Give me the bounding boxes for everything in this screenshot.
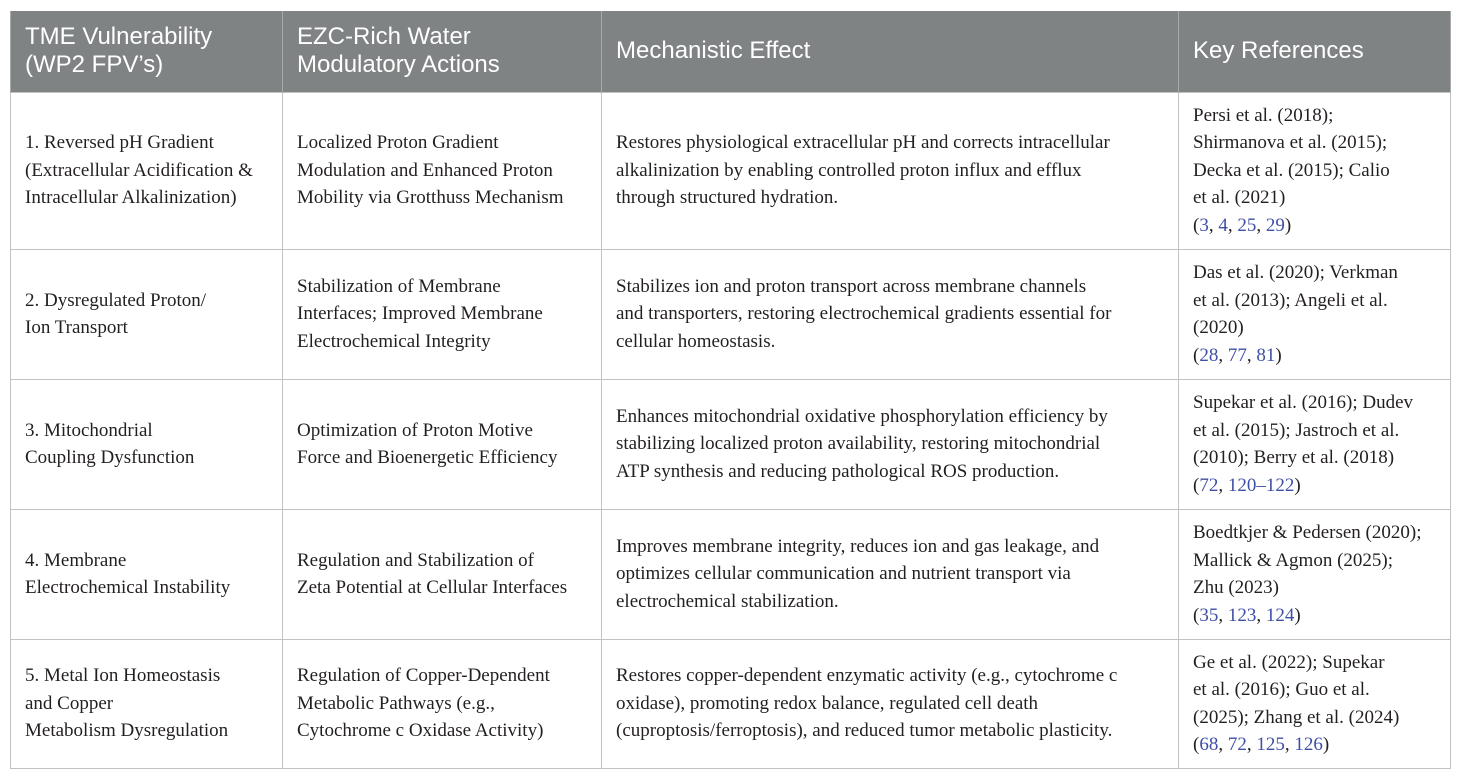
header-row: [11, 11, 1451, 92]
citation-list: (28, 77, 81): [1193, 344, 1282, 366]
citation-link[interactable]: 25: [1237, 214, 1257, 236]
header-vulnerability: TME Vulnerability (WP2 FPV’s): [11, 11, 283, 92]
cell-effect: Restores physiological extracellular pH and corrects intracellular alkalinization by enabling controlled proton influx and efflux through structured hydration.: [602, 92, 1179, 249]
table-row: [11, 249, 1451, 379]
cell-vulnerability: 4. Membrane Electrochemical Instability: [11, 509, 283, 639]
citation-link[interactable]: 120–122: [1227, 474, 1295, 496]
cell-vulnerability: 5. Metal Ion Homeostasis and Copper Metabolism Dysregulation: [11, 639, 283, 768]
citation-link[interactable]: 28: [1199, 344, 1219, 366]
header-modulatory-actions: EZC-Rich Water Modulatory Actions: [283, 11, 602, 92]
cell-vulnerability: 1. Reversed pH Gradient (Extracellular Acidification & Intracellular Alkalinization): [11, 92, 283, 249]
citation-list: (35, 123, 124): [1193, 604, 1301, 626]
citation-list: (72, 120–122): [1193, 474, 1301, 496]
cell-references: Persi et al. (2018); Shirmanova et al. (2015); Decka et al. (2015); Calio et al. (2021) (3, 4, 25, 29): [1179, 92, 1451, 249]
citation-link[interactable]: 124: [1265, 604, 1295, 626]
cell-references: Boedtkjer & Pedersen (2020); Mallick & Agmon (2025); Zhu (2023) (35, 123, 124): [1179, 509, 1451, 639]
citation-link[interactable]: 72: [1199, 474, 1219, 496]
cell-effect: Improves membrane integrity, reduces ion and gas leakage, and optimizes cellular communication and nutrient transport via electrochemical stabilization.: [602, 509, 1179, 639]
citation-link[interactable]: 35: [1199, 604, 1219, 626]
table-row: [11, 639, 1451, 768]
citation-list: (3, 4, 25, 29): [1193, 214, 1292, 236]
cell-references: Ge et al. (2022); Supekar et al. (2016); Guo et al. (2025); Zhang et al. (2024) (68, 72, 125, 126): [1179, 639, 1451, 768]
citation-link[interactable]: 4: [1218, 214, 1228, 236]
citation-link[interactable]: 68: [1199, 734, 1219, 755]
cell-references: Supekar et al. (2016); Dudev et al. (2015); Jastroch et al. (2010); Berry et al. (2018) (72, 120–122): [1179, 379, 1451, 509]
cell-actions: Stabilization of Membrane Interfaces; Improved Membrane Electrochemical Integrity: [283, 249, 602, 379]
citation-link[interactable]: 125: [1256, 734, 1285, 755]
cell-effect: Restores copper-dependent enzymatic activity (e.g., cytochrome c oxidase), promoting redox balance, regulated cell death (cuproptosis/ferroptosis), and reduced tumor metabolic plasticity.: [602, 639, 1179, 768]
cell-vulnerability: 3. Mitochondrial Coupling Dysfunction: [11, 379, 283, 509]
citation-link[interactable]: 123: [1227, 604, 1257, 626]
cell-references: Das et al. (2020); Verkman et al. (2013); Angeli et al. (2020) (28, 77, 81): [1179, 249, 1451, 379]
cell-actions: Regulation and Stabilization of Zeta Potential at Cellular Interfaces: [283, 509, 602, 639]
cell-actions: Regulation of Copper-Dependent Metabolic Pathways (e.g., Cytochrome c Oxidase Activity): [283, 639, 602, 768]
header-mechanistic-effect: Mechanistic Effect: [602, 11, 1179, 92]
cell-effect: Stabilizes ion and proton transport across membrane channels and transporters, restoring electrochemical gradients essential for cellular homeostasis.: [602, 249, 1179, 379]
table-row: [11, 92, 1451, 249]
cell-actions: Localized Proton Gradient Modulation and Enhanced Proton Mobility via Grotthuss Mechanism: [283, 92, 602, 249]
citation-link[interactable]: 29: [1265, 214, 1285, 236]
header-key-references: Key References: [1179, 11, 1451, 92]
citation-link[interactable]: 77: [1227, 344, 1247, 366]
table-row: [11, 379, 1451, 509]
data-table: [10, 11, 1451, 769]
citation-link[interactable]: 81: [1256, 344, 1276, 366]
cell-vulnerability: 2. Dysregulated Proton/ Ion Transport: [11, 249, 283, 379]
citation-list: (68, 72, 125, 126): [1193, 734, 1330, 755]
cell-actions: Optimization of Proton Motive Force and Bioenergetic Efficiency: [283, 379, 602, 509]
citation-link[interactable]: 72: [1227, 734, 1247, 755]
citation-link[interactable]: 3: [1199, 214, 1209, 236]
citation-link[interactable]: 126: [1294, 734, 1323, 755]
table-row: [11, 509, 1451, 639]
cell-effect: Enhances mitochondrial oxidative phosphorylation efficiency by stabilizing localized proton availability, restoring mitochondrial ATP synthesis and reducing pathological ROS production.: [602, 379, 1179, 509]
